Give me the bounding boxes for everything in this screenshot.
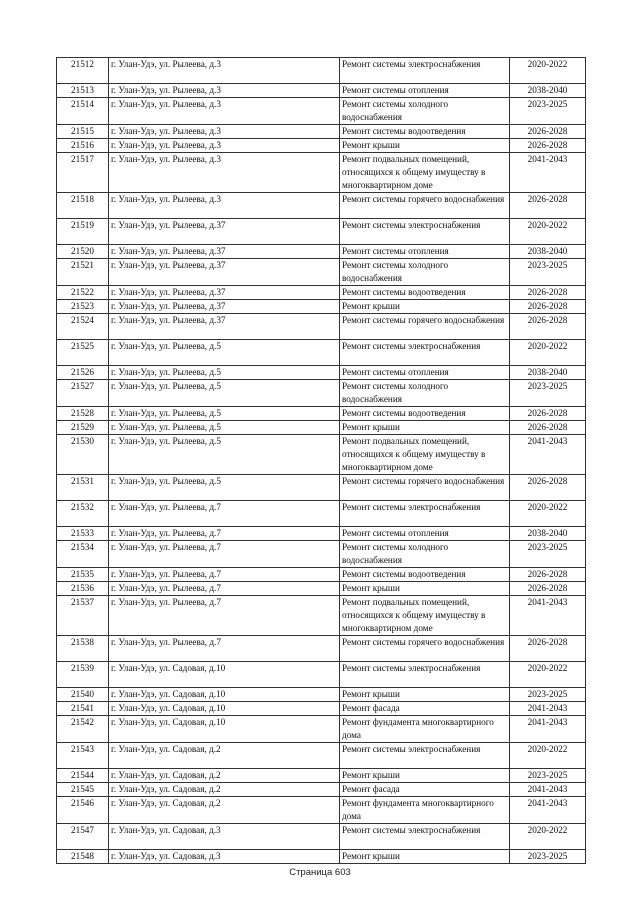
row-address: г. Улан-Удэ, ул. Рылеева, д.37: [109, 300, 340, 314]
row-period: 2023-2025: [510, 850, 586, 864]
row-number: 21533: [57, 527, 109, 541]
row-number: 21525: [57, 340, 109, 366]
row-address: г. Улан-Удэ, ул. Рылеева, д.3: [109, 153, 340, 193]
row-number: 21543: [57, 743, 109, 769]
table-row: [57, 98, 586, 125]
table-row: [57, 850, 586, 864]
row-number: 21526: [57, 366, 109, 380]
row-address: г. Улан-Удэ, ул. Рылеева, д.7: [109, 501, 340, 527]
row-number: 21545: [57, 783, 109, 797]
row-period: 2026-2028: [510, 475, 586, 501]
row-work-type: Ремонт крыши: [340, 769, 510, 783]
row-work-type: Ремонт подвальных помещений, относящихся к общему имуществу в многоквартирном доме: [340, 596, 510, 636]
row-work-type: Ремонт подвальных помещений, относящихся к общему имуществу в многоквартирном доме: [340, 153, 510, 193]
row-work-type: Ремонт крыши: [340, 139, 510, 153]
row-period: 2026-2028: [510, 300, 586, 314]
row-work-type: Ремонт фасада: [340, 783, 510, 797]
row-work-type: Ремонт системы электроснабжения: [340, 501, 510, 527]
row-address: г. Улан-Удэ, ул. Рылеева, д.5: [109, 366, 340, 380]
table-row: [57, 421, 586, 435]
row-period: 2026-2028: [510, 568, 586, 582]
row-address: г. Улан-Удэ, ул. Рылеева, д.3: [109, 98, 340, 125]
table-row: [57, 219, 586, 245]
table-row: [57, 300, 586, 314]
row-address: г. Улан-Удэ, ул. Рылеева, д.7: [109, 636, 340, 662]
table-row: [57, 407, 586, 421]
row-number: 21528: [57, 407, 109, 421]
table-row: [57, 475, 586, 501]
table-row: [57, 743, 586, 769]
row-period: 2041-2043: [510, 797, 586, 824]
row-number: 21535: [57, 568, 109, 582]
row-number: 21513: [57, 84, 109, 98]
row-address: г. Улан-Удэ, ул. Садовая, д.3: [109, 850, 340, 864]
row-number: 21541: [57, 702, 109, 716]
row-work-type: Ремонт системы электроснабжения: [340, 340, 510, 366]
row-period: 2020-2022: [510, 219, 586, 245]
table-row: [57, 125, 586, 139]
row-period: 2026-2028: [510, 286, 586, 300]
table-row: [57, 314, 586, 340]
row-address: г. Улан-Удэ, ул. Садовая, д.10: [109, 702, 340, 716]
table-row: [57, 245, 586, 259]
row-address: г. Улан-Удэ, ул. Рылеева, д.37: [109, 245, 340, 259]
row-work-type: Ремонт фундамента многоквартирного дома: [340, 716, 510, 743]
row-address: г. Улан-Удэ, ул. Рылеева, д.37: [109, 259, 340, 286]
page-footer: Страница 603: [289, 867, 351, 878]
row-number: 21515: [57, 125, 109, 139]
table-row: [57, 636, 586, 662]
row-work-type: Ремонт системы отопления: [340, 84, 510, 98]
table-row: [57, 84, 586, 98]
row-work-type: Ремонт системы водоотведения: [340, 125, 510, 139]
table-row: [57, 582, 586, 596]
row-period: 2023-2025: [510, 769, 586, 783]
capital-repair-table: [56, 57, 586, 864]
row-period: 2026-2028: [510, 421, 586, 435]
row-address: г. Улан-Удэ, ул. Рылеева, д.5: [109, 407, 340, 421]
row-number: 21529: [57, 421, 109, 435]
row-address: г. Улан-Удэ, ул. Рылеева, д.5: [109, 340, 340, 366]
row-work-type: Ремонт фундамента многоквартирного дома: [340, 797, 510, 824]
row-address: г. Улан-Удэ, ул. Садовая, д.10: [109, 688, 340, 702]
table-row: [57, 596, 586, 636]
row-address: г. Улан-Удэ, ул. Садовая, д.2: [109, 743, 340, 769]
row-number: 21542: [57, 716, 109, 743]
row-work-type: Ремонт системы электроснабжения: [340, 743, 510, 769]
table-row: [57, 58, 586, 84]
row-period: 2020-2022: [510, 824, 586, 850]
row-period: 2038-2040: [510, 366, 586, 380]
row-work-type: Ремонт системы горячего водоснабжения: [340, 475, 510, 501]
row-number: 21530: [57, 435, 109, 475]
row-period: 2026-2028: [510, 582, 586, 596]
row-work-type: Ремонт системы холодного водоснабжения: [340, 541, 510, 568]
row-period: 2020-2022: [510, 743, 586, 769]
row-address: г. Улан-Удэ, ул. Рылеева, д.7: [109, 596, 340, 636]
row-period: 2041-2043: [510, 153, 586, 193]
table-row: [57, 662, 586, 688]
row-period: 2023-2025: [510, 380, 586, 407]
row-work-type: Ремонт системы электроснабжения: [340, 662, 510, 688]
row-number: 21527: [57, 380, 109, 407]
table-row: [57, 380, 586, 407]
row-work-type: Ремонт системы отопления: [340, 527, 510, 541]
row-number: 21517: [57, 153, 109, 193]
row-address: г. Улан-Удэ, ул. Садовая, д.3: [109, 824, 340, 850]
row-period: 2026-2028: [510, 407, 586, 421]
row-number: 21536: [57, 582, 109, 596]
row-period: 2038-2040: [510, 527, 586, 541]
row-work-type: Ремонт системы электроснабжения: [340, 58, 510, 84]
row-period: 2020-2022: [510, 340, 586, 366]
table-row: [57, 286, 586, 300]
row-period: 2020-2022: [510, 662, 586, 688]
row-address: г. Улан-Удэ, ул. Рылеева, д.5: [109, 380, 340, 407]
table-row: [57, 366, 586, 380]
table-row: [57, 568, 586, 582]
row-number: 21520: [57, 245, 109, 259]
row-address: г. Улан-Удэ, ул. Садовая, д.10: [109, 716, 340, 743]
row-work-type: Ремонт подвальных помещений, относящихся к общему имуществу в многоквартирном доме: [340, 435, 510, 475]
table-row: [57, 527, 586, 541]
row-number: 21519: [57, 219, 109, 245]
row-period: 2023-2025: [510, 259, 586, 286]
table-row: [57, 769, 586, 783]
row-period: 2023-2025: [510, 98, 586, 125]
row-address: г. Улан-Удэ, ул. Рылеева, д.3: [109, 125, 340, 139]
row-number: 21514: [57, 98, 109, 125]
row-work-type: Ремонт системы водоотведения: [340, 568, 510, 582]
row-number: 21547: [57, 824, 109, 850]
row-work-type: Ремонт системы горячего водоснабжения: [340, 314, 510, 340]
row-work-type: Ремонт системы горячего водоснабжения: [340, 636, 510, 662]
table-row: [57, 797, 586, 824]
row-address: г. Улан-Удэ, ул. Рылеева, д.37: [109, 286, 340, 300]
row-address: г. Улан-Удэ, ул. Рылеева, д.3: [109, 193, 340, 219]
row-period: 2041-2043: [510, 716, 586, 743]
row-address: г. Улан-Удэ, ул. Рылеева, д.37: [109, 314, 340, 340]
row-address: г. Улан-Удэ, ул. Рылеева, д.37: [109, 219, 340, 245]
table-row: [57, 783, 586, 797]
row-number: 21512: [57, 58, 109, 84]
row-period: 2026-2028: [510, 636, 586, 662]
table-row: [57, 501, 586, 527]
table-row: [57, 824, 586, 850]
row-period: 2026-2028: [510, 193, 586, 219]
table-row: [57, 340, 586, 366]
row-number: 21534: [57, 541, 109, 568]
row-address: г. Улан-Удэ, ул. Рылеева, д.3: [109, 58, 340, 84]
row-work-type: Ремонт системы водоотведения: [340, 407, 510, 421]
row-work-type: Ремонт системы горячего водоснабжения: [340, 193, 510, 219]
row-period: 2026-2028: [510, 139, 586, 153]
table-row: [57, 716, 586, 743]
row-number: 21537: [57, 596, 109, 636]
row-address: г. Улан-Удэ, ул. Рылеева, д.5: [109, 435, 340, 475]
row-number: 21532: [57, 501, 109, 527]
row-work-type: Ремонт крыши: [340, 850, 510, 864]
row-number: 21518: [57, 193, 109, 219]
row-work-type: Ремонт системы отопления: [340, 245, 510, 259]
row-work-type: Ремонт системы холодного водоснабжения: [340, 98, 510, 125]
row-number: 21523: [57, 300, 109, 314]
row-address: г. Улан-Удэ, ул. Рылеева, д.5: [109, 421, 340, 435]
row-period: 2020-2022: [510, 58, 586, 84]
table-body: [57, 58, 586, 864]
row-work-type: Ремонт системы отопления: [340, 366, 510, 380]
row-address: г. Улан-Удэ, ул. Рылеева, д.7: [109, 568, 340, 582]
row-address: г. Улан-Удэ, ул. Рылеева, д.7: [109, 582, 340, 596]
row-number: 21546: [57, 797, 109, 824]
row-period: 2020-2022: [510, 501, 586, 527]
row-address: г. Улан-Удэ, ул. Садовая, д.10: [109, 662, 340, 688]
row-period: 2038-2040: [510, 84, 586, 98]
row-work-type: Ремонт фасада: [340, 702, 510, 716]
table-row: [57, 688, 586, 702]
row-work-type: Ремонт крыши: [340, 582, 510, 596]
row-number: 21538: [57, 636, 109, 662]
row-period: 2041-2043: [510, 596, 586, 636]
table-row: [57, 435, 586, 475]
row-address: г. Улан-Удэ, ул. Рылеева, д.3: [109, 139, 340, 153]
table-row: [57, 153, 586, 193]
row-period: 2023-2025: [510, 688, 586, 702]
row-number: 21540: [57, 688, 109, 702]
row-number: 21548: [57, 850, 109, 864]
row-period: 2041-2043: [510, 435, 586, 475]
row-period: 2041-2043: [510, 702, 586, 716]
row-address: г. Улан-Удэ, ул. Рылеева, д.7: [109, 527, 340, 541]
row-number: 21539: [57, 662, 109, 688]
row-work-type: Ремонт системы электроснабжения: [340, 219, 510, 245]
row-work-type: Ремонт системы холодного водоснабжения: [340, 259, 510, 286]
row-work-type: Ремонт крыши: [340, 300, 510, 314]
row-address: г. Улан-Удэ, ул. Рылеева, д.7: [109, 541, 340, 568]
row-period: 2041-2043: [510, 783, 586, 797]
table-row: [57, 541, 586, 568]
row-period: 2038-2040: [510, 245, 586, 259]
row-number: 21522: [57, 286, 109, 300]
row-work-type: Ремонт системы холодного водоснабжения: [340, 380, 510, 407]
row-number: 21524: [57, 314, 109, 340]
table-row: [57, 139, 586, 153]
row-address: г. Улан-Удэ, ул. Рылеева, д.5: [109, 475, 340, 501]
row-number: 21531: [57, 475, 109, 501]
row-work-type: Ремонт крыши: [340, 421, 510, 435]
row-address: г. Улан-Удэ, ул. Рылеева, д.3: [109, 84, 340, 98]
row-address: г. Улан-Удэ, ул. Садовая, д.2: [109, 783, 340, 797]
row-work-type: Ремонт системы электроснабжения: [340, 824, 510, 850]
table-row: [57, 702, 586, 716]
row-period: 2026-2028: [510, 314, 586, 340]
row-number: 21544: [57, 769, 109, 783]
row-work-type: Ремонт системы водоотведения: [340, 286, 510, 300]
row-period: 2023-2025: [510, 541, 586, 568]
row-address: г. Улан-Удэ, ул. Садовая, д.2: [109, 797, 340, 824]
row-number: 21521: [57, 259, 109, 286]
row-work-type: Ремонт крыши: [340, 688, 510, 702]
row-number: 21516: [57, 139, 109, 153]
row-address: г. Улан-Удэ, ул. Садовая, д.2: [109, 769, 340, 783]
table-row: [57, 193, 586, 219]
table-row: [57, 259, 586, 286]
row-period: 2026-2028: [510, 125, 586, 139]
